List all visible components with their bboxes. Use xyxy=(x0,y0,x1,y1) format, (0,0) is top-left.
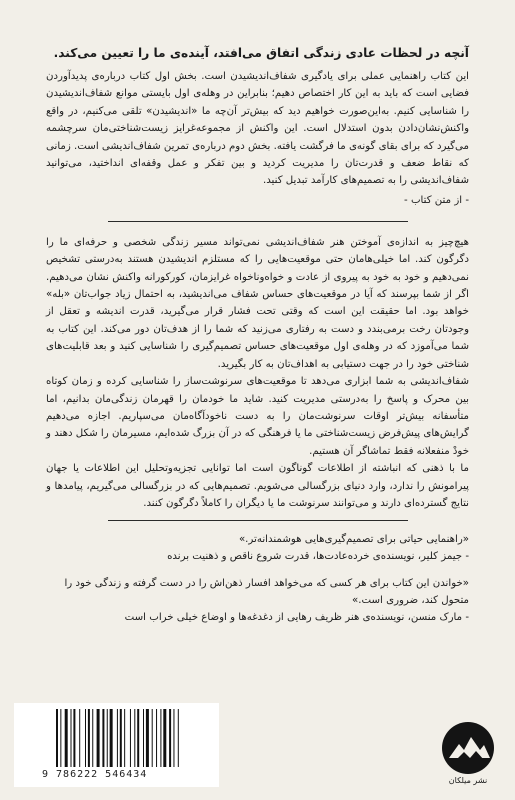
blurb-quote-1: «راهنمایی حیاتی برای تصمیم‌گیری‌هایی هوشمندانه‌تر.» xyxy=(238,534,469,546)
barcode-bar xyxy=(124,709,125,767)
barcode-bar xyxy=(88,709,90,767)
barcode-bar xyxy=(56,709,58,767)
body-paragraph-1: هیچ‌چیز به اندازه‌ی آموختن هنر شفاف‌اندیشی نمی‌تواند مسیر زندگی شخصی و حرفه‌ای ما را دگرگون کند. اما خیلی‌هامان حتی موقعیت‌هایی را که مستلزم اندیشیدن هستند به‌درستی تشخیص نمی‌دهیم و خود به خود به پیروی از عادت و خواه‌وناخواه غرایزمان، کورکورانه واکنش نشان می‌دهیم. اگر از شما بپرسند که آیا در موقعیت‌های حساس شفاف می‌اندیشید، به احتمال زیاد جواب‌تان «بله» خواهد بود. اما حقیقت این است که وقتی تحت فشار قرار می‌گیرید، قدرت اندیشه و تعقل از وجودتان رخت برمی‌بندد و دست به رفتاری می‌زنید که شما را از هدف‌تان دور می‌کند. این کتاب به شما می‌آموزد که در وهله‌ی اول موقعیت‌های حساس تصمیم‌گیری را شناسایی کنید و بعد قابلیت‌های شناختی خود را در جهت دستیابی به اهداف‌تان به کار بگیرید. xyxy=(46,236,469,370)
barcode-bar xyxy=(65,709,68,767)
barcode-bar xyxy=(71,709,72,767)
barcode-bar xyxy=(92,709,93,767)
barcode-bar xyxy=(160,709,161,767)
excerpt-signature: - از متن کتاب - xyxy=(404,194,469,206)
divider xyxy=(108,221,408,222)
barcode-bar xyxy=(110,709,113,767)
barcode-bar xyxy=(156,709,157,767)
barcode-bar xyxy=(85,709,86,767)
barcode-bar xyxy=(137,709,139,767)
barcode-bar xyxy=(73,709,75,767)
intro-paragraph: این کتاب راهنمایی عملی برای یادگیری شفاف‌اندیشیدن است. بخش اول کتاب درباره‌ی پدیدآوردن فضایی است که باید به این کار اختصاص دهیم؛ بنابراین در وهله‌ی اول بایستی موانع شفاف‌اندیشیدن را شناسایی کنیم. به‌این‌صورت خواهیم دید که بیش‌تر آن‌چه ما «اندیشیدن» تلقی می‌کنیم، در واقع واکنش‌نشان‌دادن بدون استدلال است. این واکنش از مجموعه‌غرایز زیست‌شناختی‌مان سرچشمه می‌گیرد که برای بقای گونه‌ی ما فرگشت یافته. بخش دوم درباره‌ی تمرین شفاف‌اندیشی است. زمانی که نقاط ضعف و قدرت‌تان را مدیریت کردید و بین تفکر و عمل وقفه‌ای انداختید، می‌توانید شفاف‌اندیشی را به تصمیم‌های کارآمد تبدیل کنید. xyxy=(46,71,469,187)
barcode-bar xyxy=(120,709,122,767)
barcode-bars xyxy=(54,709,214,767)
barcode-bar xyxy=(97,709,100,767)
barcode-bar xyxy=(107,709,108,767)
barcode-bar xyxy=(79,709,80,767)
divider xyxy=(108,520,408,521)
isbn-barcode xyxy=(14,703,219,787)
body-paragraph-2: شفاف‌اندیشی به شما ابزاری می‌دهد تا موقعیت‌های سرنوشت‌ساز را شناسایی کرده و زمان کوتاه بین محرک و پاسخ را به‌درستی مدیریت کنید. شاید ما خودمان را قهرمان زندگی‌مان بدانیم، اما متأسفانه بیش‌تر اوقات سرنوشت‌مان را به دست ناخودآگاه‌مان می‌سپاریم. اجازه می‌دهیم گرایش‌های پیش‌فرض زیست‌شناختی ما یا فرهنگی که در آن بزرگ شده‌ایم، مسیرمان را شکل دهند و خودْ منفعلانه فقط تماشاگر آن هستیم. xyxy=(46,376,469,457)
barcode-bar xyxy=(143,709,144,767)
barcode-bar xyxy=(130,709,131,767)
publisher-name: نشر میلکان xyxy=(448,776,488,785)
mountain-circle-logo-icon xyxy=(440,720,496,776)
barcode-bar xyxy=(102,709,104,767)
barcode-bar xyxy=(173,709,174,767)
barcode-bar xyxy=(60,709,61,767)
blurb-author-2: - مارک منسن، نویسنده‌ی هنر ظریف رهایی از دغدغه‌ها و اوضاع خیلی خراب است xyxy=(124,612,469,624)
barcode-bar xyxy=(163,709,166,767)
publisher-logo xyxy=(440,720,496,790)
barcode-bar xyxy=(146,709,149,767)
barcode-bar xyxy=(152,709,153,767)
barcode-bar xyxy=(169,709,171,767)
blurb-author-1: - جیمز کلیر، نویسنده‌ی خرده‌عادت‌ها، قدرت شروع ناقص و ذهنیت برنده xyxy=(167,551,469,563)
barcode-bar xyxy=(178,709,179,767)
isbn-digits: 9 786222 546434 xyxy=(42,769,148,780)
blurb-quote-2: «خواندن این کتاب برای هر کسی که می‌خواهد افسار ذهن‌اش را در دست گرفته و زندگی خود را متحول کند، ضروری است.» xyxy=(64,578,469,607)
barcode-bar xyxy=(134,709,135,767)
headline: آنچه در لحظات عادی زندگی اتفاق می‌افتد، آینده‌ی ما را تعیین می‌کند. xyxy=(53,46,469,60)
body-paragraph-3: ما با ذهنی که انباشته از اطلاعات گوناگون است اما توانایی تجزیه‌وتحلیل این اطلاعات یا جهان پیرامونش را ندارد، وارد دنیای بزرگسالی می‌شویم. تصمیم‌هایی که در بزرگسالی می‌گیریم، پیامدها و نتایج گسترده‌ای دارند و می‌توانند سرنوشت ما یا دیگران را کاملاً دگرگون کنند. xyxy=(46,463,469,509)
barcode-bar xyxy=(117,709,118,767)
